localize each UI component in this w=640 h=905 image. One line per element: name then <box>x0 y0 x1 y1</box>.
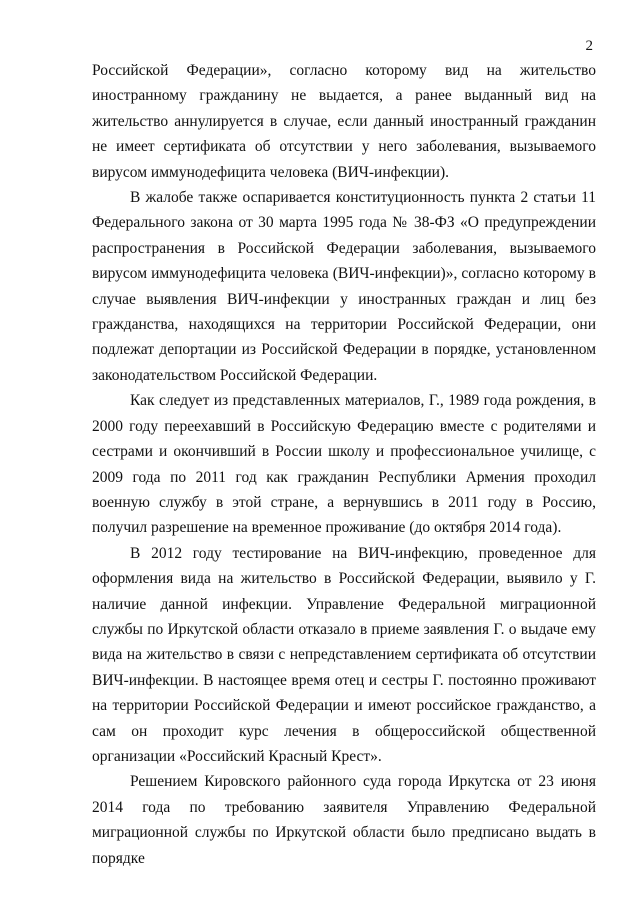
paragraph-court-decision: Решением Кировского районного суда города Иркутска от 23 июня 2014 года по требованию заявителя Управлению Федеральной миграционной службы по Иркутской области было предписано выдать в порядке <box>92 773 596 867</box>
paragraph-complaint-article-11: В жалобе также оспаривается конституционность пункта 2 статьи 11 Федерального закона от 30 марта 1995 года № 38-ФЗ «О предупреждении распространения в Российской Федерации заболевания, вызываемого вирусом иммунодефицита человека (ВИЧ-инфекции)», согласно которому в случае выявления ВИЧ-инфекции у иностранных граждан и лиц без гражданства, находящихся на территории Российской Федерации, они подлежат депортации из Российской Федерации в порядке, установленном законодательством Российской Федерации. <box>92 189 596 384</box>
document-body <box>92 58 596 871</box>
paragraph-continuation: Российской Федерации», согласно которому вид на жительство иностранному гражданину не выдается, а ранее выданный вид на жительство аннулируется в случае, если данный иностранный гражданин не имеет сертификата об отсутствии у него заболевания, вызываемого вирусом иммунодефицита человека (ВИЧ-инфекции). <box>92 62 596 181</box>
paragraph-hiv-testing: В 2012 году тестирование на ВИЧ-инфекцию, проведенное для оформления вида на жительство в Российской Федерации, выявило у Г. наличие данной инфекции. Управление Федеральной миграционной службы по Иркутской области отказало в приеме заявления Г. о выдаче ему вида на жительство в связи с непредставлением сертификата об отсутствии ВИЧ-инфекции. В настоящее время отец и сестры Г. постоянно проживают на территории Российской Федерации и имеют российское гражданство, а сам он проходит курс лечения в общероссийской общественной организации «Российский Красный Крест». <box>92 544 596 765</box>
paragraph-case-materials: Как следует из представленных материалов, Г., 1989 года рождения, в 2000 году переехавший в Российскую Федерацию вместе с родителями и сестрами и окончивший в России школу и профессиональное училище, с 2009 года по 2011 год как гражданин Республики Армения проходил военную службу в этой стране, а вернувшись в 2011 году в Россию, получил разрешение на временное проживание (до октября 2014 года). <box>92 392 596 537</box>
page-number: 2 <box>585 38 593 54</box>
